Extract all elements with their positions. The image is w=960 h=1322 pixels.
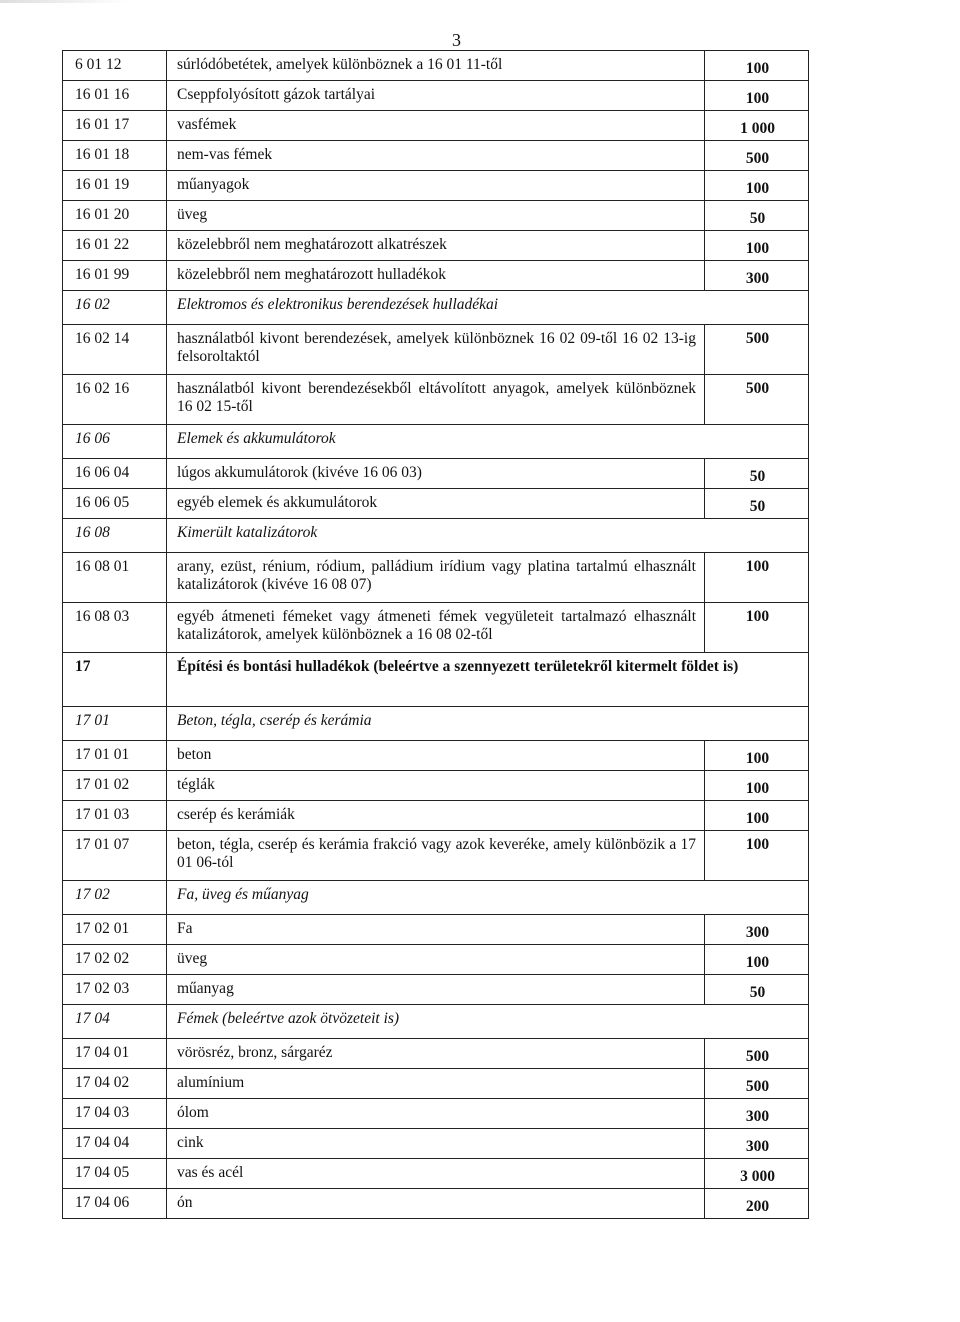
group-heading-row <box>63 707 809 741</box>
waste-code: 17 02 01 <box>63 915 167 945</box>
waste-description: Kimerült katalizátorok <box>167 519 809 553</box>
waste-code: 16 02 <box>63 291 167 325</box>
quantity-value: 50 <box>705 201 809 231</box>
waste-description: vas és acél <box>167 1159 705 1189</box>
waste-code: 16 02 14 <box>63 325 167 375</box>
table-row <box>63 141 809 171</box>
chapter-heading-row <box>63 653 809 707</box>
waste-description: Építési és bontási hulladékok (beleértve a szennyezett területekről kitermelt földet is) <box>167 653 809 707</box>
waste-description: Fémek (beleértve azok ötvözeteit is) <box>167 1005 809 1039</box>
waste-code: 17 02 <box>63 881 167 915</box>
quantity-value: 500 <box>705 375 809 425</box>
quantity-value: 300 <box>705 261 809 291</box>
waste-code: 16 08 01 <box>63 553 167 603</box>
waste-code: 16 01 20 <box>63 201 167 231</box>
waste-code: 17 01 <box>63 707 167 741</box>
waste-code: 6 01 12 <box>63 51 167 81</box>
waste-code: 17 04 02 <box>63 1069 167 1099</box>
waste-description: műanyagok <box>167 171 705 201</box>
waste-code: 16 02 16 <box>63 375 167 425</box>
waste-code: 17 01 02 <box>63 771 167 801</box>
group-heading-row <box>63 291 809 325</box>
quantity-value: 100 <box>705 603 809 653</box>
table-row <box>63 325 809 375</box>
waste-description: Elemek és akkumulátorok <box>167 425 809 459</box>
table-row <box>63 603 809 653</box>
quantity-value: 100 <box>705 831 809 881</box>
table-row <box>63 111 809 141</box>
quantity-value: 100 <box>705 945 809 975</box>
waste-description: Fa, üveg és műanyag <box>167 881 809 915</box>
waste-code: 17 02 03 <box>63 975 167 1005</box>
quantity-value: 500 <box>705 1039 809 1069</box>
quantity-value: 100 <box>705 741 809 771</box>
waste-code: 17 01 03 <box>63 801 167 831</box>
quantity-value: 300 <box>705 1099 809 1129</box>
waste-code: 16 01 17 <box>63 111 167 141</box>
quantity-value: 1 000 <box>705 111 809 141</box>
waste-description: vasfémek <box>167 111 705 141</box>
waste-description: egyéb átmeneti fémeket vagy átmeneti fémek vegyületeit tartalmazó elhasznált katalizátorok, amelyek különböznek a 16 08 02-től <box>167 603 705 653</box>
waste-code: 16 06 05 <box>63 489 167 519</box>
quantity-value: 3 000 <box>705 1159 809 1189</box>
waste-description: Cseppfolyósított gázok tartályai <box>167 81 705 111</box>
waste-description: cserép és kerámiák <box>167 801 705 831</box>
table-row <box>63 915 809 945</box>
group-heading-row <box>63 519 809 553</box>
quantity-value: 500 <box>705 1069 809 1099</box>
quantity-value: 50 <box>705 489 809 519</box>
table-row <box>63 459 809 489</box>
waste-description: ón <box>167 1189 705 1219</box>
group-heading-row <box>63 1005 809 1039</box>
table-row <box>63 975 809 1005</box>
table-row <box>63 231 809 261</box>
waste-description: súrlódóbetétek, amelyek különböznek a 16 01 11-től <box>167 51 705 81</box>
waste-code: 17 04 <box>63 1005 167 1039</box>
table-row <box>63 1069 809 1099</box>
waste-description: téglák <box>167 771 705 801</box>
table-row <box>63 171 809 201</box>
waste-code: 16 01 22 <box>63 231 167 261</box>
table-row <box>63 831 809 881</box>
waste-description: cink <box>167 1129 705 1159</box>
waste-description: Beton, tégla, cserép és kerámia <box>167 707 809 741</box>
group-heading-row <box>63 425 809 459</box>
table-row <box>63 945 809 975</box>
waste-code: 16 06 04 <box>63 459 167 489</box>
waste-description: beton <box>167 741 705 771</box>
waste-code: 16 01 18 <box>63 141 167 171</box>
table-row <box>63 1039 809 1069</box>
quantity-value: 300 <box>705 1129 809 1159</box>
quantity-value: 200 <box>705 1189 809 1219</box>
waste-description: egyéb elemek és akkumulátorok <box>167 489 705 519</box>
waste-description: közelebbről nem meghatározott hulladékok <box>167 261 705 291</box>
waste-description: használatból kivont berendezések, amelyek különböznek 16 02 09-től 16 02 13-ig felsoroltaktól <box>167 325 705 375</box>
quantity-value: 500 <box>705 141 809 171</box>
waste-description: nem-vas fémek <box>167 141 705 171</box>
table-row <box>63 201 809 231</box>
waste-code: 17 01 07 <box>63 831 167 881</box>
quantity-value: 300 <box>705 915 809 945</box>
quantity-value: 50 <box>705 459 809 489</box>
page-number: 3 <box>452 30 461 50</box>
waste-description: alumínium <box>167 1069 705 1099</box>
waste-code: 16 01 16 <box>63 81 167 111</box>
waste-description: üveg <box>167 201 705 231</box>
table-row <box>63 1189 809 1219</box>
waste-code: 17 04 06 <box>63 1189 167 1219</box>
waste-code-table <box>62 50 809 1219</box>
waste-description: közelebbről nem meghatározott alkatrészek <box>167 231 705 261</box>
table-row <box>63 51 809 81</box>
table-row <box>63 771 809 801</box>
quantity-value: 500 <box>705 325 809 375</box>
quantity-value: 100 <box>705 801 809 831</box>
quantity-value: 50 <box>705 975 809 1005</box>
waste-description: üveg <box>167 945 705 975</box>
waste-code: 17 04 01 <box>63 1039 167 1069</box>
waste-code: 17 04 04 <box>63 1129 167 1159</box>
waste-description: használatból kivont berendezésekből eltávolított anyagok, amelyek különböznek 16 02 15-től <box>167 375 705 425</box>
quantity-value: 100 <box>705 231 809 261</box>
waste-code: 16 08 <box>63 519 167 553</box>
table-row <box>63 1099 809 1129</box>
waste-code: 16 08 03 <box>63 603 167 653</box>
table-row <box>63 801 809 831</box>
waste-code: 17 <box>63 653 167 707</box>
waste-code: 17 01 01 <box>63 741 167 771</box>
waste-description: vörösréz, bronz, sárgaréz <box>167 1039 705 1069</box>
group-heading-row <box>63 881 809 915</box>
waste-code: 17 04 05 <box>63 1159 167 1189</box>
table-row <box>63 553 809 603</box>
table-row <box>63 81 809 111</box>
waste-description: Fa <box>167 915 705 945</box>
waste-code: 16 01 99 <box>63 261 167 291</box>
waste-code: 17 02 02 <box>63 945 167 975</box>
quantity-value: 100 <box>705 171 809 201</box>
waste-description: műanyag <box>167 975 705 1005</box>
quantity-value: 100 <box>705 51 809 81</box>
waste-description: beton, tégla, cserép és kerámia frakció vagy azok keveréke, amely különbözik a 17 01 06-tól <box>167 831 705 881</box>
waste-code: 16 06 <box>63 425 167 459</box>
waste-code: 17 04 03 <box>63 1099 167 1129</box>
table-row <box>63 1129 809 1159</box>
scan-edge-mark <box>0 0 130 3</box>
table-row <box>63 741 809 771</box>
waste-code-table-body <box>63 51 809 1219</box>
table-row <box>63 1159 809 1189</box>
waste-description: Elektromos és elektronikus berendezések hulladékai <box>167 291 809 325</box>
table-row <box>63 261 809 291</box>
waste-description: lúgos akkumulátorok (kivéve 16 06 03) <box>167 459 705 489</box>
waste-description: arany, ezüst, rénium, ródium, palládium irídium vagy platina tartalmú elhasznált katalizátorok (kivéve 16 08 07) <box>167 553 705 603</box>
table-row <box>63 375 809 425</box>
quantity-value: 100 <box>705 771 809 801</box>
table-row <box>63 489 809 519</box>
waste-code: 16 01 19 <box>63 171 167 201</box>
quantity-value: 100 <box>705 81 809 111</box>
waste-description: ólom <box>167 1099 705 1129</box>
quantity-value: 100 <box>705 553 809 603</box>
